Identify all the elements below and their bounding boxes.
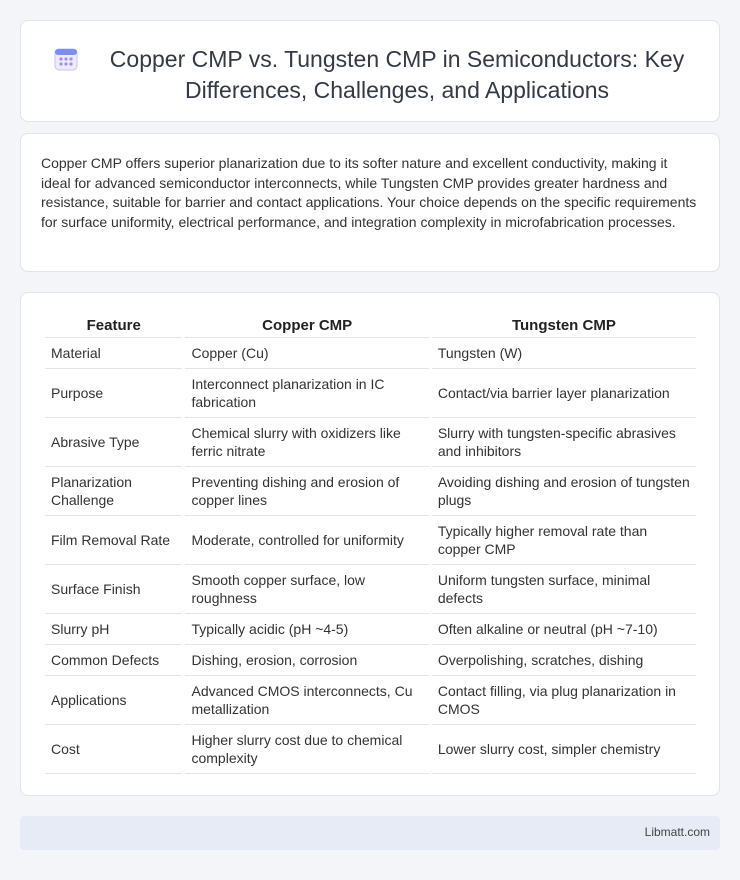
- footer-bar: [20, 816, 720, 850]
- table-row: [45, 467, 696, 516]
- feature-cell: Abrasive Type: [45, 418, 182, 467]
- tungsten-cell: Slurry with tungsten-specific abrasives and inhibitors: [432, 418, 696, 467]
- copper-cell: Dishing, erosion, corrosion: [185, 645, 428, 676]
- feature-cell: Film Removal Rate: [45, 516, 182, 565]
- table-header-row: [45, 315, 696, 338]
- table-row: [45, 645, 696, 676]
- comparison-table-card: [20, 292, 720, 796]
- feature-cell: Purpose: [45, 369, 182, 418]
- feature-cell: Common Defects: [45, 645, 182, 676]
- feature-cell: Slurry pH: [45, 614, 182, 645]
- summary-card: [20, 133, 720, 272]
- tungsten-cell: Contact filling, via plug planarization in CMOS: [432, 676, 696, 725]
- tungsten-cell: Often alkaline or neutral (pH ~7-10): [432, 614, 696, 645]
- table-row: [45, 338, 696, 369]
- copper-cell: Copper (Cu): [185, 338, 428, 369]
- copper-cell: Moderate, controlled for uniformity: [185, 516, 428, 565]
- feature-cell: Material: [45, 338, 182, 369]
- tungsten-cell: Contact/via barrier layer planarization: [432, 369, 696, 418]
- feature-cell: Surface Finish: [45, 565, 182, 614]
- summary-paragraph: Copper CMP offers superior planarization due to its softer nature and excellent conductivity, making it ideal for advanced semiconductor interconnects, while Tungsten CMP provides greater hardness and resistance, suitable for barrier and contact applications. Your choice depends on the specific requirements for surface uniformity, electrical performance, and integration complexity in microfabrication processes.: [41, 155, 697, 230]
- comparison-table: [42, 315, 699, 774]
- tungsten-cell: Tungsten (W): [432, 338, 696, 369]
- copper-cell: Advanced CMOS interconnects, Cu metallization: [185, 676, 428, 725]
- tungsten-cell: Overpolishing, scratches, dishing: [432, 645, 696, 676]
- copper-cell: Typically acidic (pH ~4-5): [185, 614, 428, 645]
- calendar-grid-icon: [54, 47, 78, 71]
- tungsten-cell: Uniform tungsten surface, minimal defects: [432, 565, 696, 614]
- tungsten-cell: Avoiding dishing and erosion of tungsten plugs: [432, 467, 696, 516]
- table-row: [45, 418, 696, 467]
- table-row: [45, 676, 696, 725]
- copper-cell: Interconnect planarization in IC fabrication: [185, 369, 428, 418]
- table-row: [45, 565, 696, 614]
- page-title: Copper CMP vs. Tungsten CMP in Semiconductors: Key Differences, Challenges, and Applications: [109, 46, 685, 103]
- table-row: [45, 614, 696, 645]
- copper-cell: Chemical slurry with oxidizers like ferric nitrate: [185, 418, 428, 467]
- tungsten-cell: Typically higher removal rate than copper CMP: [432, 516, 696, 565]
- table-row: [45, 516, 696, 565]
- feature-cell: Cost: [45, 725, 182, 774]
- feature-cell: Applications: [45, 676, 182, 725]
- header-tungsten-cmp: Tungsten CMP: [432, 315, 696, 338]
- header-feature: Feature: [45, 315, 182, 338]
- title-card: [20, 20, 720, 122]
- tungsten-cell: Lower slurry cost, simpler chemistry: [432, 725, 696, 774]
- copper-cell: Higher slurry cost due to chemical complexity: [185, 725, 428, 774]
- footer-site-link[interactable]: Libmatt.com: [644, 825, 710, 839]
- copper-cell: Preventing dishing and erosion of copper lines: [185, 467, 428, 516]
- copper-cell: Smooth copper surface, low roughness: [185, 565, 428, 614]
- header-copper-cmp: Copper CMP: [185, 315, 428, 338]
- feature-cell: Planarization Challenge: [45, 467, 182, 516]
- table-row: [45, 725, 696, 774]
- table-row: [45, 369, 696, 418]
